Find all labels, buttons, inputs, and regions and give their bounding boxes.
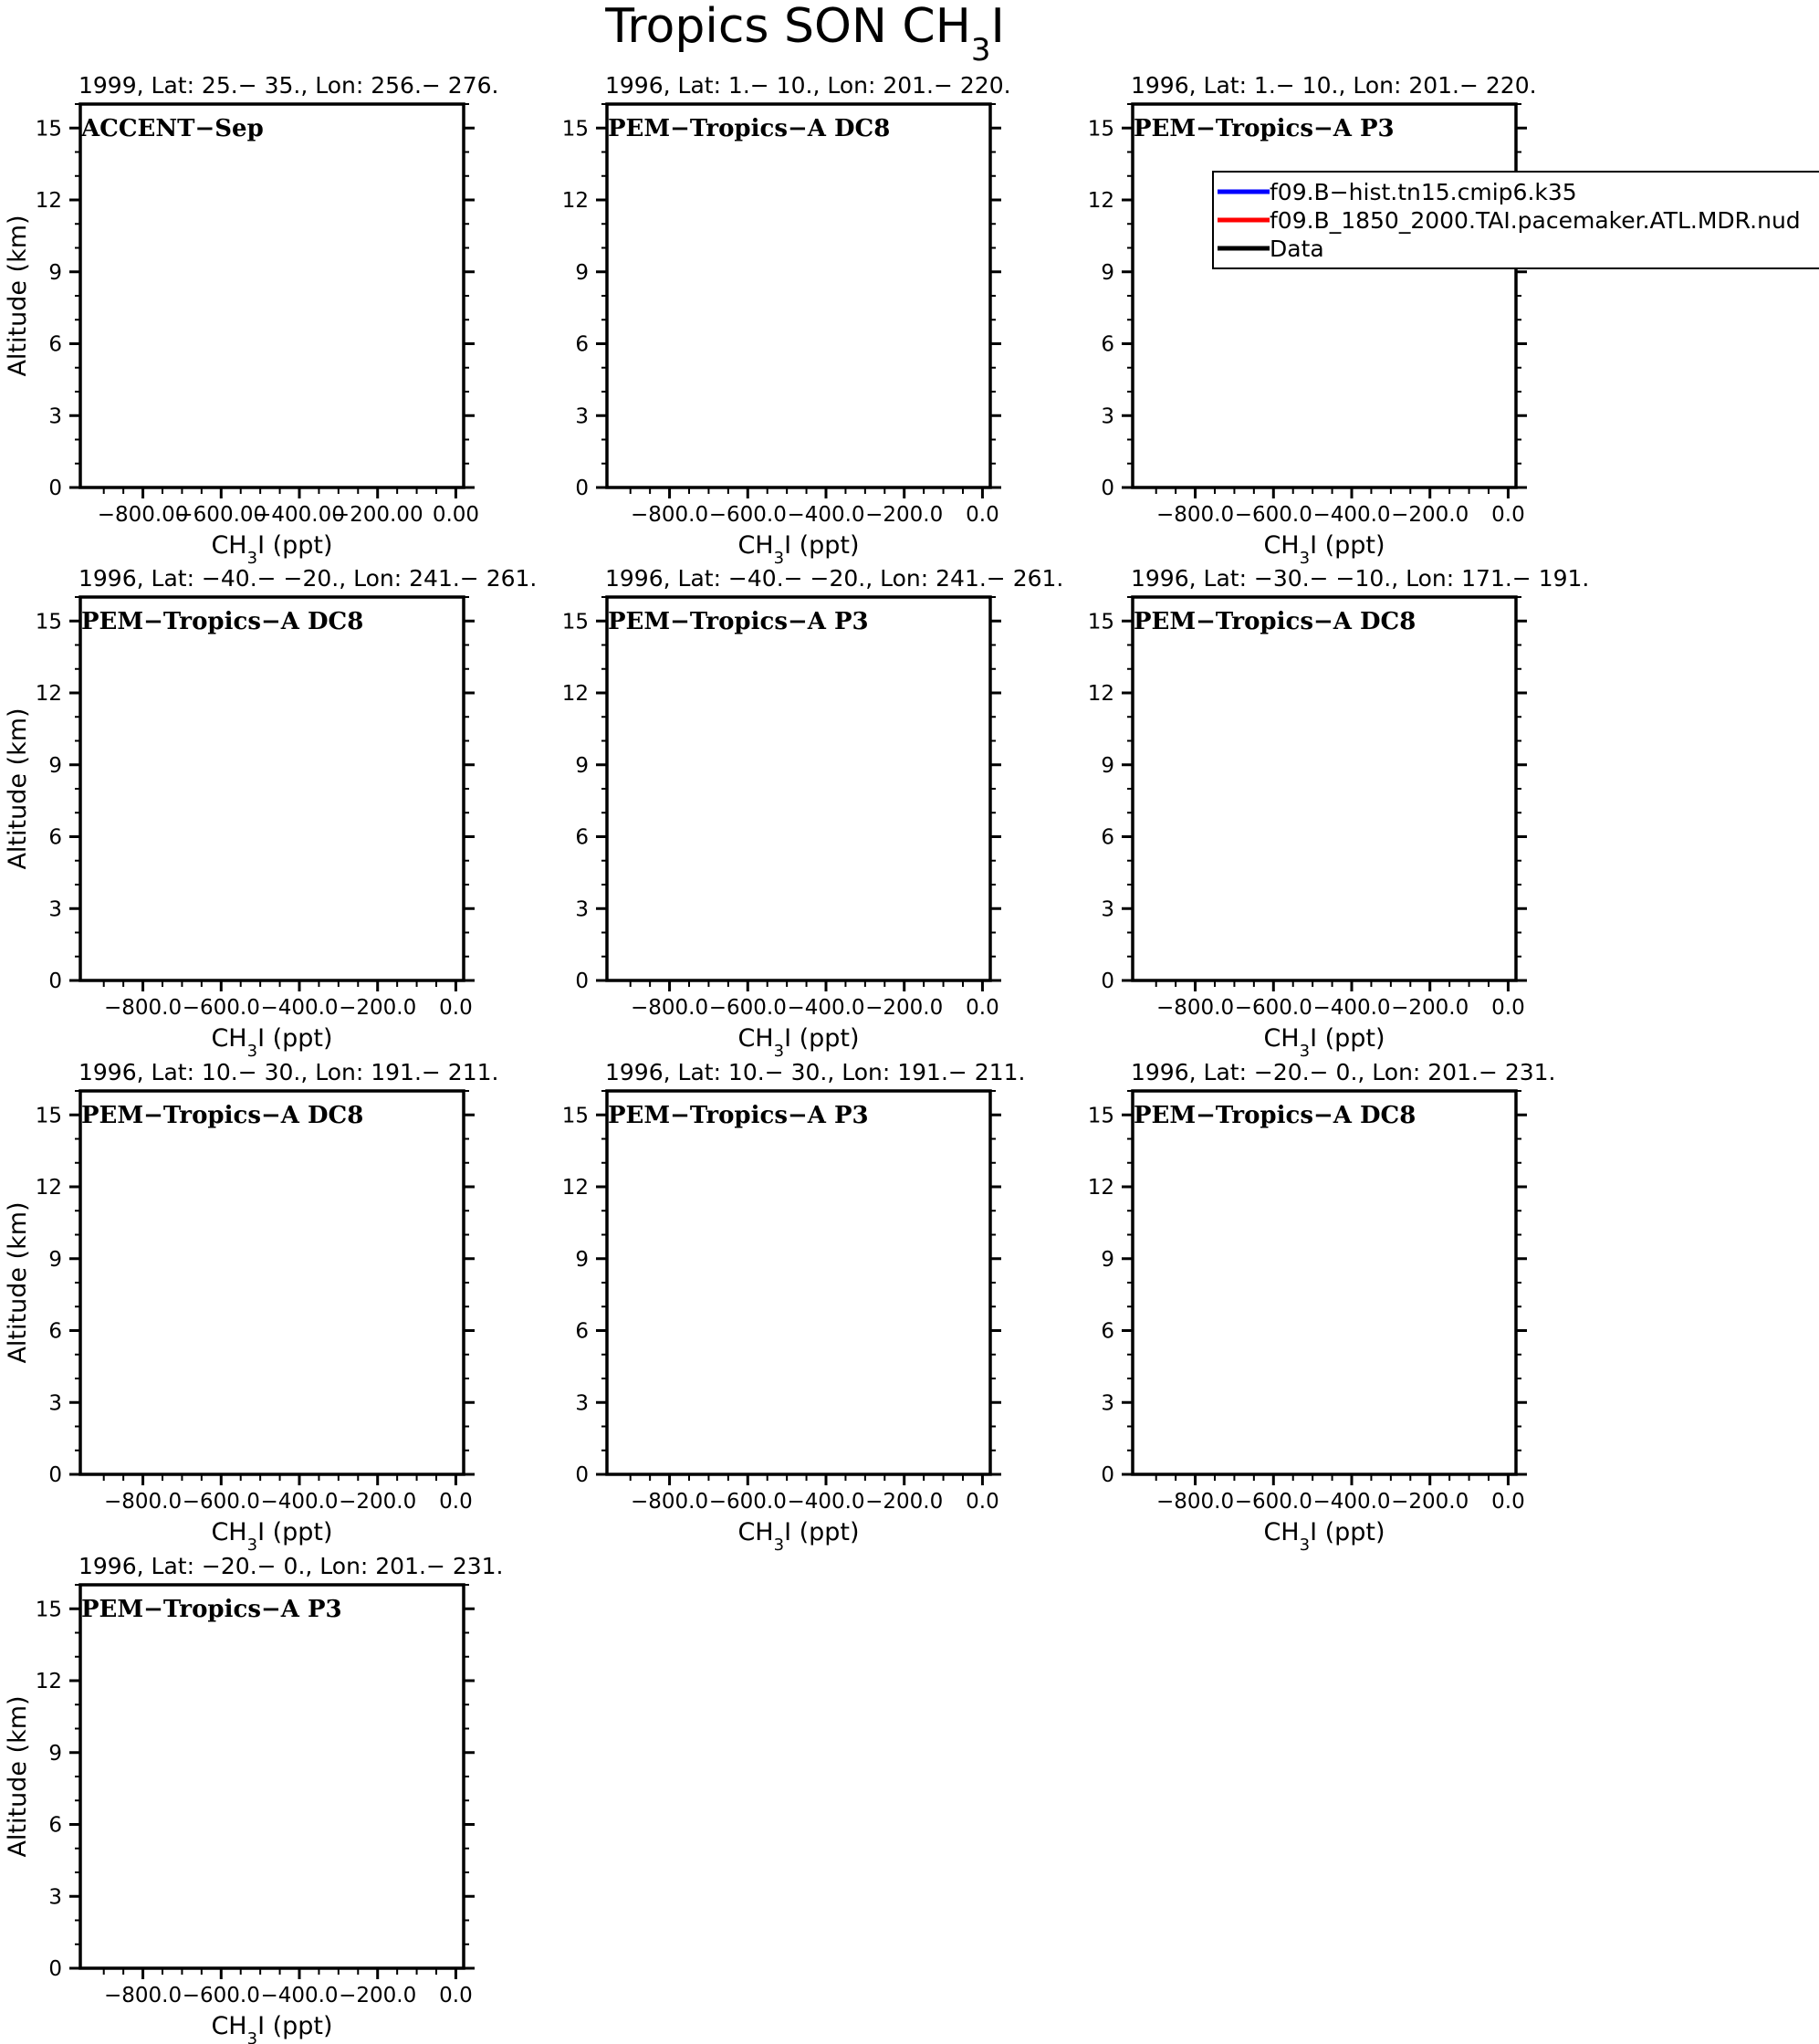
x-tick-label: 0.0 (439, 996, 473, 1020)
x-tick-label: −600.00 (175, 503, 267, 527)
campaign-label: PEM−Tropics−A DC8 (81, 1102, 364, 1129)
campaign-label: ACCENT−Sep (81, 115, 264, 142)
x-axis-label: $CH_3I$ (ppt) (1263, 1518, 1385, 1555)
y-tick-label: 6 (48, 1319, 62, 1344)
y-tick-label: 15 (561, 1104, 589, 1128)
x-tick-label: 0.00 (432, 503, 480, 527)
x-tick-label: −600.0 (182, 996, 260, 1020)
plot-frame (607, 1091, 990, 1474)
campaign-label: PEM−Tropics−A P3 (608, 608, 869, 635)
campaign-label: PEM−Tropics−A DC8 (81, 608, 364, 635)
x-tick-label: −200.0 (339, 996, 417, 1020)
x-tick-label: 0.0 (966, 1490, 999, 1514)
x-axis-label: $CH_3I$ (ppt) (737, 1024, 860, 1061)
panel-header: 1996, Lat: −40.− −20., Lon: 241.− 261. (78, 565, 538, 592)
legend-label: f09.B_1850_2000.TAI.pacemaker.ATL.MDR.nud (1270, 207, 1801, 234)
y-tick-label: 15 (561, 610, 589, 634)
y-tick-label: 6 (1101, 332, 1114, 357)
x-tick-label: 0.0 (1491, 1490, 1525, 1514)
y-tick-label: 6 (575, 332, 589, 357)
y-tick-label: 12 (1087, 1176, 1114, 1200)
x-tick-label: −200.00 (331, 503, 423, 527)
y-tick-label: 3 (1101, 404, 1114, 429)
y-tick-label: 3 (575, 1391, 589, 1416)
panel-header: 1996, Lat: −20.− 0., Lon: 201.− 231. (1131, 1059, 1556, 1085)
x-tick-label: −600.0 (708, 503, 787, 527)
x-tick-label: −600.0 (708, 996, 787, 1020)
x-axis-label: $CH_3I$ (ppt) (737, 531, 860, 568)
y-axis-label: Altitude (km) (4, 1201, 32, 1364)
x-tick-label: −600.0 (708, 1490, 787, 1514)
x-tick-label: −200.0 (865, 1490, 944, 1514)
panel-header: 1996, Lat: −20.− 0., Lon: 201.− 231. (78, 1553, 504, 1579)
y-tick-label: 9 (1101, 753, 1114, 778)
x-tick-label: −600.0 (1234, 996, 1312, 1020)
x-tick-label: −800.0 (1156, 1490, 1235, 1514)
y-tick-label: 12 (561, 1176, 589, 1200)
y-tick-label: 6 (1101, 1319, 1114, 1344)
x-tick-label: −200.0 (1391, 503, 1469, 527)
y-tick-label: 0 (575, 970, 589, 993)
y-tick-label: 9 (575, 753, 589, 778)
y-tick-label: 6 (48, 825, 62, 850)
plot-frame (80, 597, 464, 980)
y-tick-label: 0 (48, 1957, 62, 1981)
y-tick-label: 6 (575, 825, 589, 850)
panel-header: 1996, Lat: −40.− −20., Lon: 241.− 261. (605, 565, 1064, 592)
y-tick-label: 3 (575, 404, 589, 429)
panel-header: 1999, Lat: 25.− 35., Lon: 256.− 276. (78, 72, 499, 99)
campaign-label: PEM−Tropics−A DC8 (1134, 1102, 1417, 1129)
y-tick-label: 0 (48, 1463, 62, 1487)
y-axis-label: Altitude (km) (4, 215, 32, 377)
y-tick-label: 15 (561, 117, 589, 142)
x-tick-label: 0.0 (1491, 503, 1525, 527)
x-tick-label: 0.0 (439, 1490, 473, 1514)
y-tick-label: 12 (35, 1176, 62, 1200)
y-tick-label: 6 (1101, 825, 1114, 850)
chart-panel (1088, 1059, 1556, 1555)
plot-frame (80, 104, 464, 487)
campaign-label: PEM−Tropics−A DC8 (608, 115, 891, 142)
x-tick-label: −400.0 (787, 1490, 865, 1514)
campaign-label: PEM−Tropics−A P3 (1134, 115, 1395, 142)
plot-frame (80, 1585, 464, 1968)
plot-frame (80, 1091, 464, 1474)
y-tick-label: 9 (48, 753, 62, 778)
x-tick-label: −400.0 (1312, 503, 1391, 527)
x-tick-label: −800.0 (104, 1984, 183, 2007)
legend-label: f09.B−hist.tn15.cmip6.k35 (1270, 179, 1577, 205)
y-tick-label: 3 (48, 1391, 62, 1416)
x-axis-label: $CH_3I$ (ppt) (1263, 1024, 1385, 1061)
y-tick-label: 9 (1101, 1247, 1114, 1272)
x-axis-label: $CH_3I$ (ppt) (211, 1024, 333, 1061)
campaign-label: PEM−Tropics−A P3 (81, 1596, 342, 1623)
y-tick-label: 3 (48, 897, 62, 922)
y-tick-label: 12 (561, 682, 589, 706)
x-axis-label: $CH_3I$ (ppt) (211, 1518, 333, 1555)
y-tick-label: 3 (48, 404, 62, 429)
x-tick-label: −400.0 (260, 1984, 339, 2007)
campaign-label: PEM−Tropics−A P3 (608, 1102, 869, 1129)
x-tick-label: 0.0 (439, 1984, 473, 2007)
y-tick-label: 6 (48, 332, 62, 357)
y-tick-label: 6 (48, 1813, 62, 1838)
chart-panel (562, 72, 1011, 568)
x-tick-label: −600.0 (182, 1490, 260, 1514)
x-tick-label: −400.0 (1312, 996, 1391, 1020)
y-tick-label: 12 (1087, 189, 1114, 213)
y-axis-label: Altitude (km) (4, 708, 32, 870)
y-tick-label: 12 (561, 189, 589, 213)
x-tick-label: −200.0 (865, 503, 944, 527)
y-tick-label: 0 (1101, 477, 1114, 500)
x-tick-label: −200.0 (339, 1490, 417, 1514)
y-tick-label: 9 (575, 1247, 589, 1272)
panel-header: 1996, Lat: 1.− 10., Lon: 201.− 220. (605, 72, 1011, 99)
legend (1213, 172, 1819, 268)
chart-panel (562, 1059, 1026, 1555)
y-tick-label: 15 (35, 610, 62, 634)
x-tick-label: −800.0 (104, 996, 183, 1020)
y-tick-label: 6 (575, 1319, 589, 1344)
y-tick-label: 3 (1101, 1391, 1114, 1416)
legend-label: Data (1270, 236, 1324, 262)
panel-header: 1996, Lat: 10.− 30., Lon: 191.− 211. (78, 1059, 499, 1085)
panel-header: 1996, Lat: 1.− 10., Lon: 201.− 220. (1131, 72, 1537, 99)
y-tick-label: 15 (35, 1104, 62, 1128)
x-tick-label: −800.0 (631, 996, 709, 1020)
x-tick-label: −200.0 (1391, 996, 1469, 1020)
y-tick-label: 0 (48, 477, 62, 500)
x-tick-label: −400.0 (260, 1490, 339, 1514)
y-tick-label: 12 (35, 682, 62, 706)
y-tick-label: 15 (35, 117, 62, 142)
campaign-label: PEM−Tropics−A DC8 (1134, 608, 1417, 635)
chart-panel (4, 565, 537, 1061)
y-tick-label: 15 (1087, 610, 1114, 634)
plot-frame (607, 597, 990, 980)
y-tick-label: 0 (48, 970, 62, 993)
x-tick-label: −200.0 (1391, 1490, 1469, 1514)
chart-panel (562, 565, 1064, 1061)
x-tick-label: −600.0 (1234, 503, 1312, 527)
panel-header: 1996, Lat: −30.− −10., Lon: 171.− 191. (1131, 565, 1590, 592)
plot-frame (607, 104, 990, 487)
y-tick-label: 0 (1101, 970, 1114, 993)
y-tick-label: 15 (1087, 117, 1114, 142)
x-tick-label: −400.0 (787, 503, 865, 527)
x-tick-label: −200.0 (339, 1984, 417, 2007)
y-tick-label: 12 (35, 1670, 62, 1693)
y-tick-label: 3 (575, 897, 589, 922)
y-tick-label: 9 (1101, 260, 1114, 285)
x-tick-label: −800.00 (97, 503, 189, 527)
y-tick-label: 15 (1087, 1104, 1114, 1128)
x-tick-label: −400.0 (260, 996, 339, 1020)
x-tick-label: −400.0 (1312, 1490, 1391, 1514)
x-axis-label: $CH_3I$ (ppt) (1263, 531, 1385, 568)
x-tick-label: −800.0 (104, 1490, 183, 1514)
plot-frame (1133, 597, 1516, 980)
figure-title: Tropics SON $CH_3I$ (605, 0, 1005, 68)
y-tick-label: 3 (48, 1885, 62, 1910)
x-axis-label: $CH_3I$ (ppt) (211, 531, 333, 568)
x-tick-label: −800.0 (1156, 996, 1235, 1020)
y-tick-label: 9 (48, 260, 62, 285)
x-tick-label: −800.0 (631, 1490, 709, 1514)
x-tick-label: −800.0 (1156, 503, 1235, 527)
chart-panel (1088, 565, 1590, 1061)
y-tick-label: 15 (35, 1598, 62, 1622)
x-axis-label: $CH_3I$ (ppt) (211, 2012, 333, 2044)
chart-panel (1088, 72, 1537, 568)
chart-panel (4, 1059, 498, 1555)
y-tick-label: 3 (1101, 897, 1114, 922)
x-tick-label: −800.0 (631, 503, 709, 527)
x-tick-label: −600.0 (1234, 1490, 1312, 1514)
y-tick-label: 9 (48, 1247, 62, 1272)
x-tick-label: −400.00 (254, 503, 345, 527)
panel-header: 1996, Lat: 10.− 30., Lon: 191.− 211. (605, 1059, 1026, 1085)
x-tick-label: 0.0 (966, 503, 999, 527)
chart-panel (4, 72, 498, 568)
plot-frame (1133, 1091, 1516, 1474)
y-axis-label: Altitude (km) (4, 1695, 32, 1858)
x-tick-label: −200.0 (865, 996, 944, 1020)
plot-frame (1133, 104, 1516, 487)
y-tick-label: 0 (575, 1463, 589, 1487)
y-tick-label: 0 (575, 477, 589, 500)
chart-panel (4, 1553, 504, 2044)
y-tick-label: 12 (35, 189, 62, 213)
y-tick-label: 12 (1087, 682, 1114, 706)
x-tick-label: −600.0 (182, 1984, 260, 2007)
panels-grid (4, 72, 1589, 2044)
x-tick-label: −400.0 (787, 996, 865, 1020)
y-tick-label: 9 (575, 260, 589, 285)
y-tick-label: 0 (1101, 1463, 1114, 1487)
y-tick-label: 9 (48, 1741, 62, 1766)
x-tick-label: 0.0 (1491, 996, 1525, 1020)
x-tick-label: 0.0 (966, 996, 999, 1020)
x-axis-label: $CH_3I$ (ppt) (737, 1518, 860, 1555)
